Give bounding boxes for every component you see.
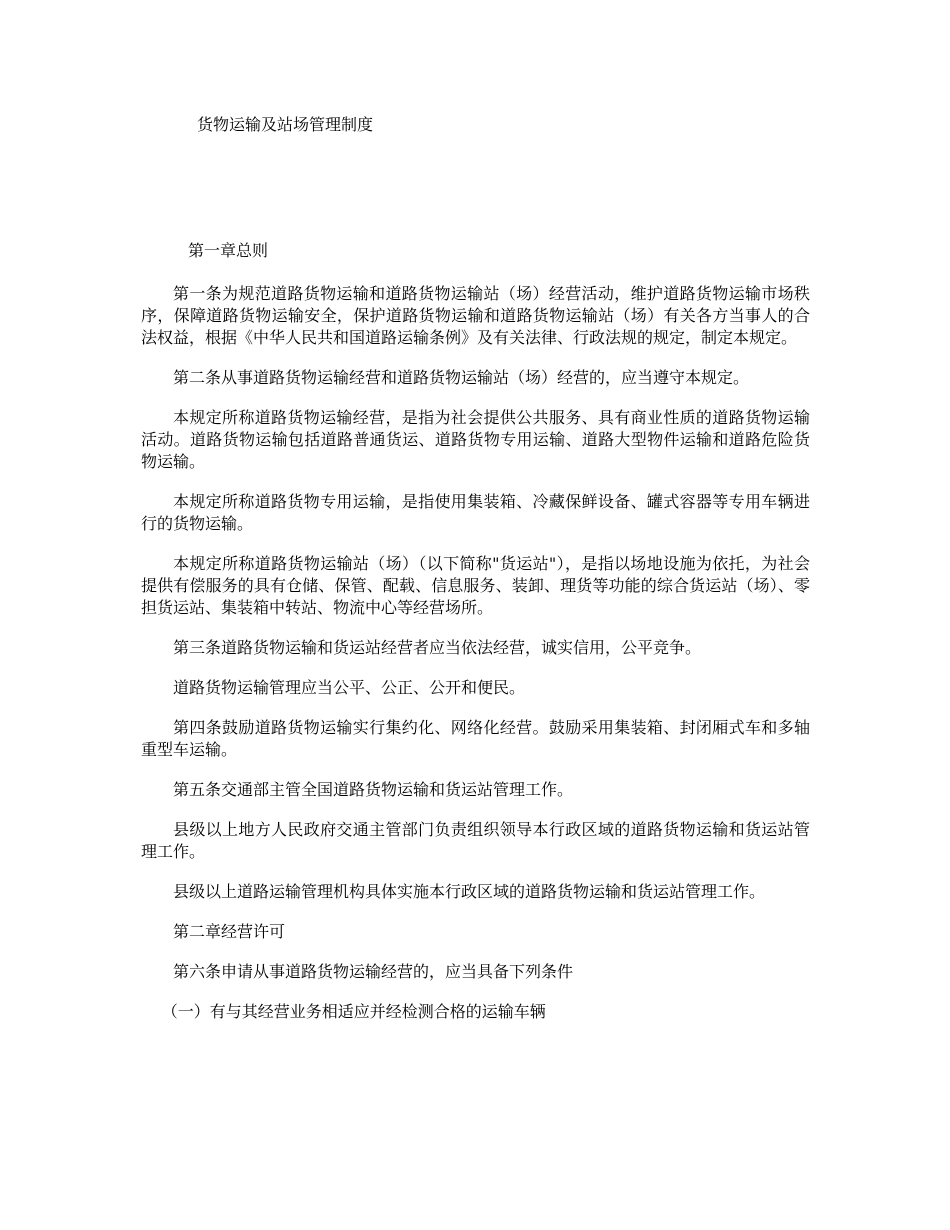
freight-station-definition-paragraph: 本规定所称道路货物运输站（场）（以下简称"货运站"），是指以场地设施为依托，为社会提供有偿服务的具有仓储、保管、配载、信息服务、装卸、理货等功能的综合货运站（场）、零担货运站、集装箱中转站、物流中心等经营场所。 [141, 554, 810, 617]
chapter-heading-licensing: 第二章经营许可 [173, 922, 286, 941]
transport-agency-paragraph: 县级以上道路运输管理机构具体实施本行政区域的道路货物运输和货运站管理工作。 [173, 882, 766, 901]
management-principles-paragraph: 道路货物运输管理应当公平、公正、公开和便民。 [173, 678, 526, 697]
condition-item-1: （一）有与其经营业务相适应并经检测合格的运输车辆 [161, 1002, 546, 1021]
document-body [141, 283, 810, 1041]
article-5-paragraph: 第五条交通部主管全国道路货物运输和货运站管理工作。 [173, 780, 574, 799]
chapter-heading-general: 第一章总则 [188, 241, 269, 260]
document-title: 货物运输及站场管理制度 [197, 115, 374, 134]
local-government-paragraph: 县级以上地方人民政府交通主管部门负责组织领导本行政区域的道路货物运输和货运站管理工作。 [141, 820, 810, 861]
freight-business-definition-paragraph: 本规定所称道路货物运输经营，是指为社会提供公共服务、具有商业性质的道路货物运输活动。道路货物运输包括道路普通货运、道路货物专用运输、道路大型物件运输和道路危险货物运输。 [141, 408, 810, 471]
article-2-paragraph: 第二条从事道路货物运输经营和道路货物运输站（场）经营的，应当遵守本规定。 [173, 368, 750, 387]
special-freight-definition-paragraph: 本规定所称道路货物专用运输，是指使用集装箱、冷藏保鲜设备、罐式容器等专用车辆进行的货物运输。 [141, 492, 810, 533]
article-4-paragraph: 第四条鼓励道路货物运输实行集约化、网络化经营。鼓励采用集装箱、封闭厢式车和多轴重型车运输。 [141, 718, 810, 759]
article-3-paragraph: 第三条道路货物运输和货运站经营者应当依法经营，诚实信用，公平竞争。 [173, 638, 702, 657]
article-6-paragraph: 第六条申请从事道路货物运输经营的，应当具备下列条件 [173, 962, 574, 981]
article-1-paragraph: 第一条为规范道路货物运输和道路货物运输站（场）经营活动，维护道路货物运输市场秩序，保障道路货物运输安全，保护道路货物运输和道路货物运输站（场）有关各方当事人的合法权益，根据《中华人民共和国道路运输条例》及有关法律、行政法规的规定，制定本规定。 [141, 284, 810, 347]
